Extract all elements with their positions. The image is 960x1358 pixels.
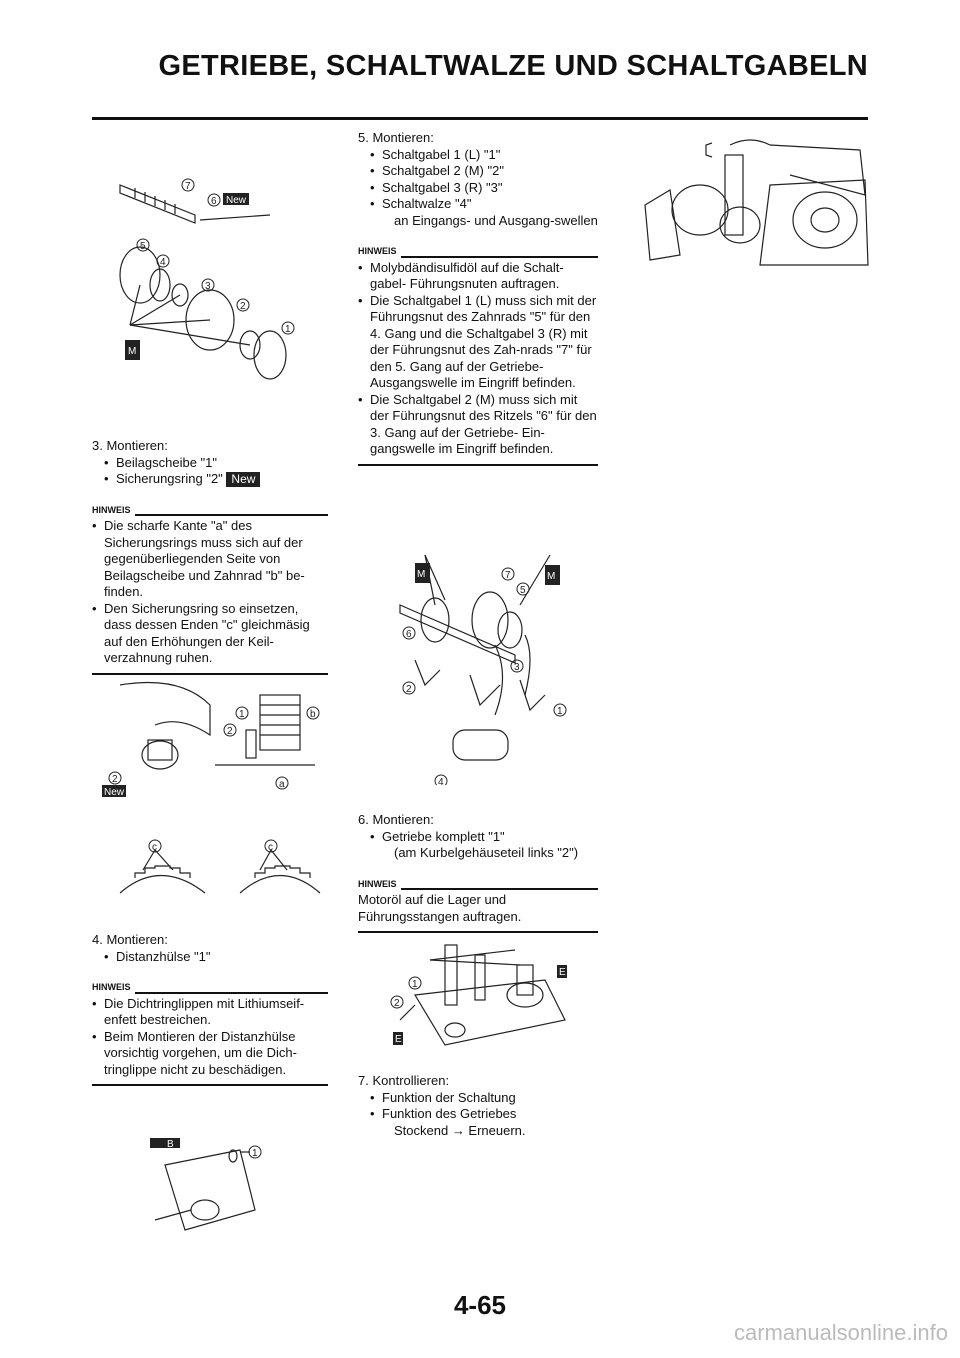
step-5-item: • Schaltgabel 3 (R) "3"	[358, 180, 598, 197]
note-label: HINWEIS	[358, 246, 397, 256]
note-label: HINWEIS	[92, 982, 131, 992]
fig6-label: E	[559, 967, 566, 978]
fig4-label: B	[167, 1139, 174, 1150]
fig2-label: New	[104, 787, 125, 798]
fig1-label: 1	[285, 324, 291, 335]
fig1-label: M	[128, 346, 137, 357]
fig5-label: M	[417, 569, 426, 580]
step-6-block	[358, 812, 598, 933]
fig2-label: a	[279, 779, 285, 790]
step-3-title: 3. Montieren:	[92, 438, 168, 453]
figure-circlip-ends	[115, 838, 325, 898]
fig2-label: 2	[227, 726, 233, 737]
fig5-label: 6	[406, 629, 412, 640]
step-3-block	[92, 438, 328, 675]
fig5-label: M	[547, 571, 556, 582]
note-item: • Die Schaltgabel 1 (L) muss sich mit der Führungsnut des Zahnrads "5" für den 4. Gang und die Schaltgabel 3 (R) mit der Führungsnut des Zah-nrads "7" für den 5. Gang auf der Getriebe-Ausgangswelle im Eingriff befinden.	[358, 293, 598, 392]
fig1-label: New	[226, 195, 247, 206]
fig6-label: E	[395, 1034, 402, 1045]
fig3-label: c	[152, 842, 157, 853]
note-box	[358, 876, 598, 934]
note-box	[358, 243, 598, 466]
fig2-label: b	[310, 709, 316, 720]
step-3-item: • Sicherungsring "2" New	[92, 471, 328, 488]
fig3-label: c	[268, 842, 273, 853]
figure-circlip	[100, 675, 325, 800]
fig5-label: 2	[406, 684, 412, 695]
figure-shaft-exploded	[100, 160, 300, 385]
step-7-title: 7. Kontrollieren:	[358, 1073, 450, 1088]
step-5-title: 5. Montieren:	[358, 130, 434, 145]
new-badge: New	[226, 472, 260, 487]
fig5-label: 1	[557, 706, 563, 717]
fig5-label: 4	[438, 777, 444, 785]
step-5-item: • Schaltgabel 1 (L) "1"	[358, 147, 598, 164]
note-item: • Die scharfe Kante "a" des Sicherungsrings muss sich auf der gegenüberliegenden Seite von Beilagscheibe und Zahnrad "b" be-finden.	[92, 518, 328, 601]
figure-crankcase	[385, 940, 580, 1050]
figure-shift-fork-install	[640, 135, 870, 270]
step-5-item: • Schaltwalze "4"	[358, 196, 598, 213]
fig2-label: 2	[112, 774, 118, 785]
fig5-label: 7	[505, 570, 511, 581]
fig1-label: 4	[160, 257, 166, 268]
note-label: HINWEIS	[358, 878, 397, 889]
fig6-label: 1	[412, 979, 418, 990]
fig4-label: 1	[252, 1148, 258, 1159]
figure-forks-drum	[395, 545, 575, 785]
step-5-sub: an Eingangs- und Ausgang-swellen	[394, 212, 598, 228]
step-7-sub: Stockend → Erneuern.	[394, 1122, 526, 1138]
note-item: • Beim Montieren der Distanzhülse vorsichtig vorgehen, um die Dich-tringlippe nicht zu beschädigen.	[92, 1029, 328, 1079]
page-title: GETRIEBE, SCHALTWALZE UND SCHALTGABELN	[158, 50, 868, 82]
figure-collar	[145, 1130, 275, 1240]
step-4-item: • Distanzhülse "1"	[92, 949, 328, 966]
step-7-block	[358, 1073, 598, 1139]
note-item: • Molybdändisulfidöl auf die Schalt-gabel- Führungsnuten auftragen.	[358, 260, 598, 293]
note-box	[92, 979, 328, 1086]
fig1-label: 5	[140, 241, 146, 252]
step-7-item: • Funktion des Getriebes	[358, 1106, 598, 1123]
note-text: Motoröl auf die Lager und Führungsstangen auftragen.	[358, 892, 522, 924]
step-6-sub: (am Kurbelgehäuseteil links "2")	[394, 845, 579, 860]
step-3-item: • Beilagscheibe "1"	[92, 455, 328, 472]
fig5-label: 3	[514, 662, 520, 673]
step-6-item: • Getriebe komplett "1"	[358, 829, 598, 846]
fig2-label: 1	[239, 709, 245, 720]
fig1-label: 3	[205, 281, 211, 292]
fig5-label: 5	[520, 585, 526, 596]
note-box	[92, 502, 328, 675]
footer-watermark: carmanualsonline.info	[733, 1320, 948, 1345]
fig1-label: 2	[240, 301, 246, 312]
note-item: • Die Dichtringlippen mit Lithiumseif-enfett bestreichen.	[92, 996, 328, 1029]
fig1-label: 6	[211, 196, 217, 207]
step-6-title: 6. Montieren:	[358, 812, 434, 827]
note-item: • Den Sicherungsring so einsetzen, dass dessen Enden "c" gleichmäsig auf den Erhöhungen der Keil-verzahnung ruhen.	[92, 601, 328, 667]
step-5-item: • Schaltgabel 2 (M) "2"	[358, 163, 598, 180]
note-label: HINWEIS	[92, 504, 131, 515]
step-5-block	[358, 130, 598, 466]
fig1-label: 7	[185, 181, 191, 192]
step-4-block	[92, 932, 328, 1086]
page-number: 4-65	[453, 1290, 507, 1320]
step-4-title: 4. Montieren:	[92, 932, 168, 947]
fig6-label: 2	[394, 998, 400, 1009]
note-item: • Die Schaltgabel 2 (M) muss sich mit der Führungsnut des Ritzels "6" für den 3. Gang auf der Getriebe- Ein-gangswelle im Eingriff befinden.	[358, 392, 598, 458]
header-rule	[92, 117, 868, 120]
step-7-item: • Funktion der Schaltung	[358, 1090, 598, 1107]
